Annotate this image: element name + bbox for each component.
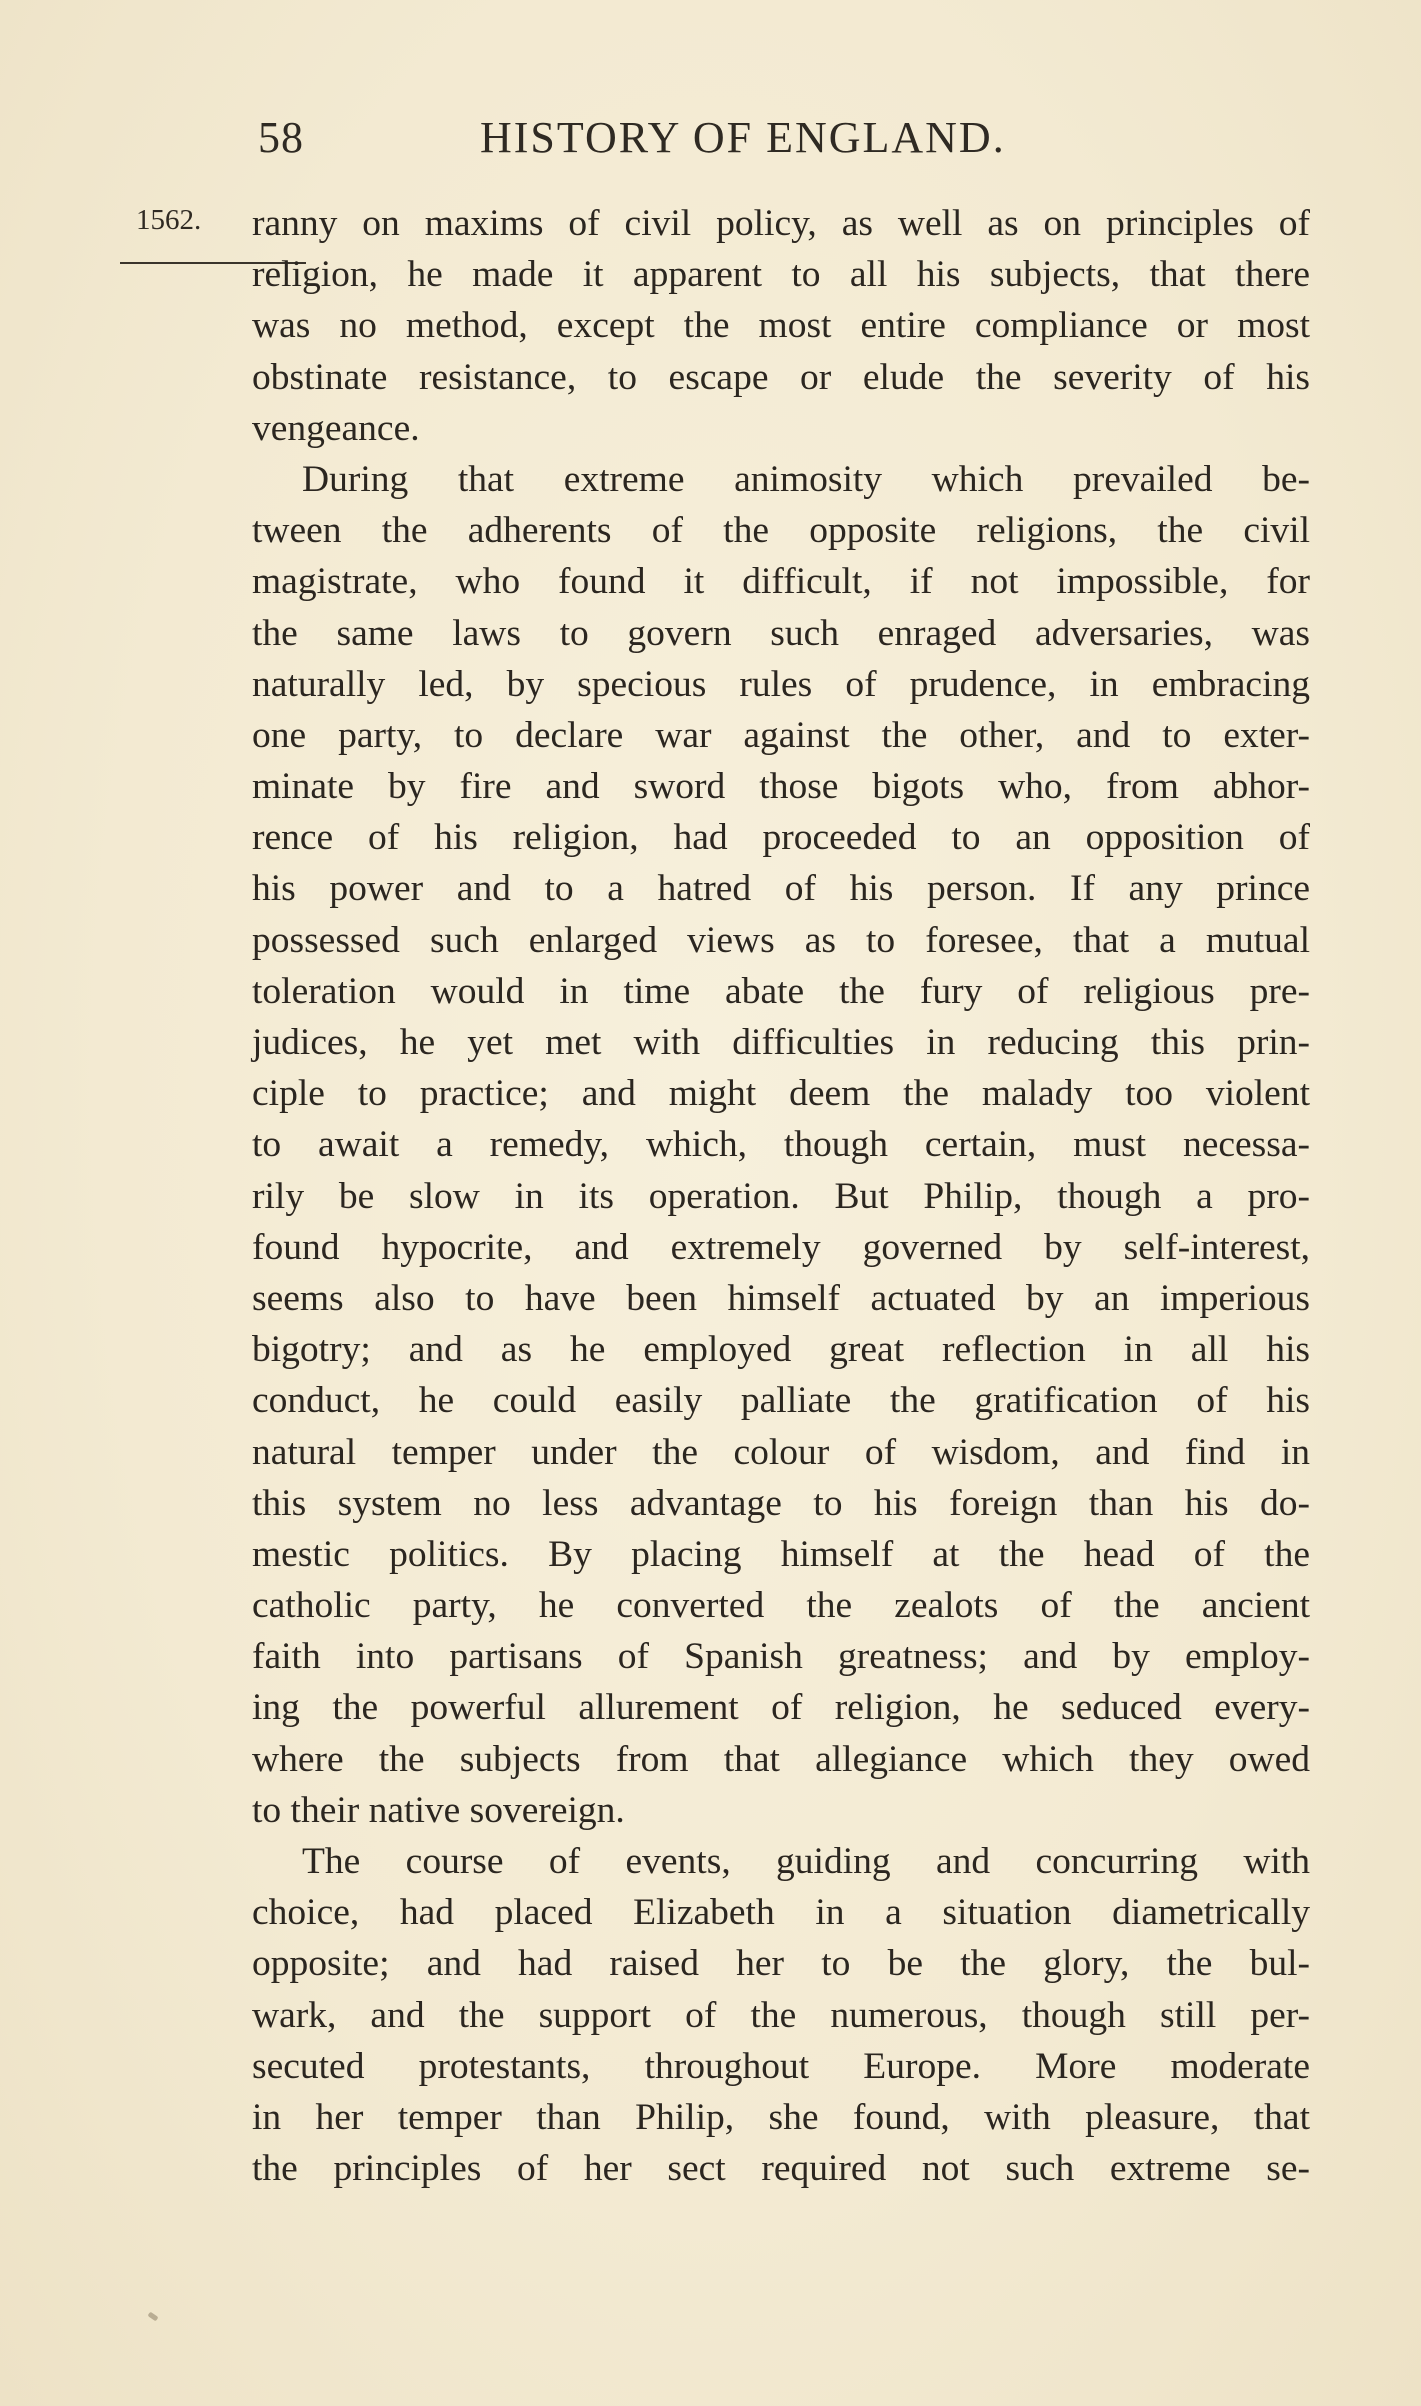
text-line: catholic party, he converted the zealots of the ancient [252,1585,1310,1627]
text-line: religion, he made it apparent to all his subjects, that there [252,254,1310,296]
text-line: naturally led, by specious rules of prudence, in embracing [252,663,1310,705]
text-line: this system no less advantage to his foreign than his do- [252,1482,1310,1524]
text-line: possessed such enlarged views as to foresee, that a mutual [252,919,1310,961]
text-line: his power and to a hatred of his person. If any prince [252,868,1310,910]
text-line: opposite; and had raised her to be the glory, the bul- [252,1943,1310,1985]
text-line: was no method, except the most entire compliance or most [252,305,1310,347]
text-line: where the subjects from that allegiance which they owed [252,1738,1310,1780]
margin-year: 1562. [136,204,202,236]
text-line: secuted protestants, throughout Europe. More moderate [252,2045,1310,2087]
text-line: seems also to have been himself actuated by an imperious [252,1277,1310,1319]
page-number: 58 [258,113,304,162]
text-line: minate by fire and sword those bigots who, from abhor- [252,766,1310,808]
text-line: ing the powerful allurement of religion, he seduced every- [252,1687,1310,1729]
text-line: to await a remedy, which, though certain, must necessa- [252,1124,1310,1166]
text-line: choice, had placed Elizabeth in a situation diametrically [252,1892,1310,1934]
text-line: rence of his religion, had proceeded to an opposition of [252,817,1310,859]
paper-speck [147,2312,158,2322]
text-line: one party, to declare war against the other, and to exter- [252,714,1310,756]
text-line: faith into partisans of Spanish greatness; and by employ- [252,1636,1310,1678]
text-line: to their native sovereign. [252,1789,625,1831]
text-line: magistrate, who found it difficult, if not impossible, for [252,561,1310,603]
text-line: toleration would in time abate the fury of religious pre- [252,970,1310,1012]
text-line: natural temper under the colour of wisdom, and find in [252,1431,1310,1473]
text-line: bigotry; and as he employed great reflection in all his [252,1329,1310,1371]
text-line: ranny on maxims of civil policy, as well as on principles of [252,203,1310,244]
text-line: mestic politics. By placing himself at the head of the [252,1533,1310,1575]
text-line: conduct, he could easily palliate the gratification of his [252,1380,1310,1422]
text-line: in her temper than Philip, she found, with pleasure, that [252,2096,1310,2138]
text-line: ciple to practice; and might deem the malady too violent [252,1073,1310,1115]
text-line: found hypocrite, and extremely governed by self-interest, [252,1226,1310,1268]
text-line: tween the adherents of the opposite religions, the civil [252,510,1310,552]
text-line: rily be slow in its operation. But Philip, though a pro- [252,1175,1310,1217]
running-head [258,112,1078,172]
body-text [252,198,1310,2194]
text-line: The course of events, guiding and concurring with [302,1841,1310,1882]
text-line: obstinate resistance, to escape or elude the severity of his [252,356,1310,398]
text-line: the same laws to govern such enraged adversaries, was [252,612,1310,654]
text-line: vengeance. [252,407,420,449]
text-line: During that extreme animosity which prevailed be- [302,458,1310,500]
text-line: the principles of her sect required not such extreme se- [252,2148,1310,2190]
text-line: judices, he yet met with difficulties in reducing this prin- [252,1022,1310,1063]
text-line: wark, and the support of the numerous, though still per- [252,1994,1310,2036]
page-title: HISTORY OF ENGLAND. [480,113,1006,162]
